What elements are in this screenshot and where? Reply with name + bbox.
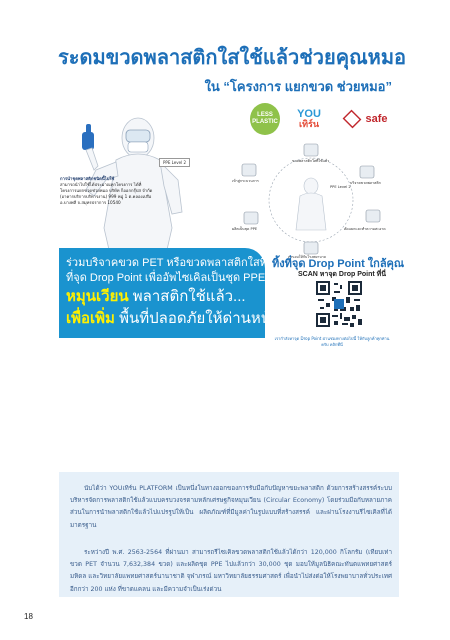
body-paragraph-1: นับได้ว่า YOUเทิร์น PLATFORM เป็นหนึ่งในทางออกของการรับมือกับปัญหาขยะพลาสติก ด้วยการสร้างสรรค์ระบบบริหารจัดการพลาสติกใช้แล้วแบบครบวงจรตามหลักเศรษฐกิจหมุนเวียน (Circular Economy) โดยร่วมมือกับหลายภาคส่วนในการนำพลาสติกใช้แล้วไปแปรรูปให้เป็น ผลิตภัณฑ์ที่มีมูลค่าในรูปแบบที่สร้างสรรค์ และผ่านโรงงานรีไซเคิลที่ได้มาตรฐาน (70, 485, 392, 529)
banner-line-2: ที่จุด Drop Point เพื่ออัพไซเคิลเป็นชุด PPE (66, 272, 266, 284)
drop-point-note: เรากำลังหาจุด Drop Point ผ่านช่องทางต่อไปนี้ ให้กับลูกค้าทุกท่านครับ คลิกที่นี่ (274, 336, 390, 347)
banner-line-4-highlight: เพื่อเพิ่ม (66, 310, 115, 327)
youturn-logo (288, 103, 330, 135)
body-paragraph-2: ระหว่างปี พ.ศ. 2563-2564 ที่ผ่านมา สามารถรีไซเคิลขวดพลาสติกใช้แล้วได้กว่า 120,000 กิโลกรัม (เทียบเท่าขวด PET จำนวน 7,632,384 ขวด) และผลิตชุด PPE ไปแล้วกว่า 30,000 ชุด มอบให้มูลนิธิคณะทันตแพทยศาสตร์มหิดล และวิทยาลัยแพทยศาสตร์นานาชาติ จุฬาภรณ์ มหาวิทยาลัยธรรมศาสตร์ เพื่อนำไปส่งต่อให้โรงพยาบาลทั่วประเทศอีกกว่า 200 แห่ง ที่ขาดแคลน และมีความจำเป็นเร่งด่วน (70, 549, 392, 593)
less-plastic-line1: LESS (257, 112, 273, 118)
cycle-step-6: ส่งมอบให้กับโรงพยาบาล (288, 255, 326, 259)
info-box-line: อ.บางพลี จ.สมุทรปราการ 10540 (60, 200, 121, 205)
banner-line-3 (66, 284, 246, 308)
info-box-line: (อาคารบริการบริหารงาน) 999 หมู่ 1 ต.คลองเปรือ (60, 194, 152, 199)
drop-point-qr-code[interactable] (314, 279, 364, 329)
banner-line-3-rest: พลาสติกใช้แล้ว... (128, 288, 246, 305)
youturn-logo-top: YOU (297, 108, 321, 120)
banner-line-4-rest: พื้นที่ปลอดภัยให้ด่านหน้า (114, 310, 280, 327)
banner-line-1: ร่วมบริจาคขวด PET หรือขวดพลาสติกใสที่ใช้แล้ว (66, 257, 300, 269)
page-subtitle: ใน “โครงการ แยกขวด ช่วยหมอ” (204, 79, 392, 94)
less-plastic-logo (250, 103, 280, 135)
info-box-line: โครงการแยกขวดช่วยหมอ บริษัท ก็ออกกรุ๊ปส จำกัด (60, 188, 153, 193)
page-title: ระดมขวดพลาสติกใสใช้แล้วช่วยคุณหมอ (58, 47, 407, 69)
safe-logo-mark-icon (343, 110, 362, 129)
info-box-heading: การนำชุดพลาสติกชนิดนี้ไปใช้ (60, 176, 115, 181)
info-box-line: สามารถนำไปใช้ได้ประมาณทุกโครงการ ได้ที่ (60, 182, 142, 187)
page-number: 18 (24, 612, 33, 621)
cycle-step-3: คัดแยกและทำความสะอาด (344, 227, 386, 231)
youturn-logo-bottom: เทิร์น (299, 119, 319, 129)
drop-point-title: ทิ้งที่จุด Drop Point ใกล้คุณ (272, 258, 405, 270)
partner-logos (250, 103, 400, 139)
banner-line-3-highlight: หมุนเวียน (66, 288, 129, 305)
ppe-level-label: PPE Level 2 (159, 158, 190, 167)
cycle-step-1: ขวดพลาสติกใสที่ใช้แล้ว (292, 159, 330, 163)
recycling-cycle-diagram (226, 140, 396, 260)
banner-line-4 (66, 306, 279, 330)
safe-logo-text: safe (365, 113, 388, 125)
cycle-step-4: เข้าสู่กระบวนการ (232, 179, 259, 183)
info-box (60, 176, 180, 246)
cycle-center-label: PPE Level 2 (330, 185, 351, 189)
cycle-step-5: ผลิตเป็นชุด PPE (232, 227, 258, 231)
cycle-step-2: บริจาคขวดพลาสติก (350, 181, 381, 185)
safe-logo (336, 103, 394, 135)
less-plastic-line2: PLASTIC (252, 119, 278, 125)
drop-point-subtitle: SCAN หาจุด Drop Point ที่นี่ (298, 271, 387, 278)
